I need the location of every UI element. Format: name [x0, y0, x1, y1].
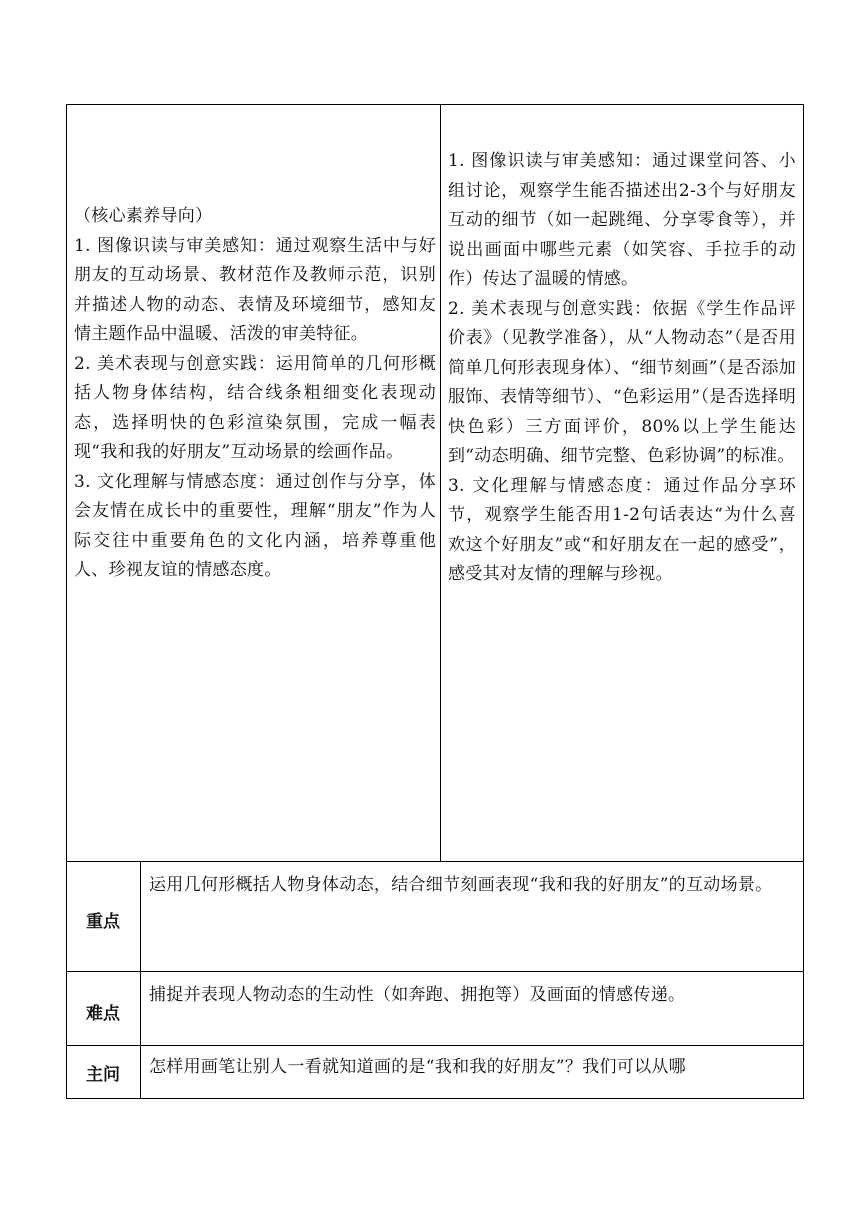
difficulty-label: 难点: [86, 1004, 120, 1024]
table-right-border: [803, 104, 804, 1099]
table-bottom-border: [66, 1098, 804, 1099]
goals-item-3: 3. 文化理解与情感态度：通过创作与分享，体会友情在成长中的重要性，理解“朋友”作为人际交往中重要角色的文化内涵，培养尊重他人、珍视友谊的情感态度。: [74, 471, 436, 580]
main-question-label: 主问: [86, 1065, 120, 1085]
evaluation-item-3: 3. 文化理解与情感态度：通过作品分享环节，观察学生能否用1-2句话表达“为什么喜欢这个好朋友”或“和好朋友在一起的感受”，感受其对友情的理解与珍视。: [448, 475, 796, 584]
difficulty-text: 捕捉并表现人物动态的生动性（如奔跑、拥抱等）及画面的情感传递。: [149, 985, 686, 1005]
goals-divider: [440, 104, 441, 862]
evaluation-item-2: 2. 美术表现与创意实践：依据《学生作品评价表》（见教学准备），从“人物动态”（是否用简单几何形表现身体）、“细节刻画”（是否添加服饰、表情等细节）、“色彩运用”（是否选择明快色彩）三方面评价，80%以上学生能达到“动态明确、细节完整、色彩协调”的标准。: [448, 298, 796, 466]
key-point-text: 运用几何形概括人物身体动态，结合细节刻画表现“我和我的好朋友”的互动场景。: [149, 875, 773, 895]
goals-item-2: 2. 美术表现与创意实践：运用简单的几何形概括人物身体结构，结合线条粗细变化表现动态，选择明快的色彩渲染氛围，完成一幅表现“我和我的好朋友”互动场景的绘画作品。: [74, 353, 436, 462]
goals-cell: [74, 202, 436, 586]
label-column-divider: [140, 861, 141, 1099]
table-top-border: [66, 104, 804, 105]
goals-heading: （核心素养导向）: [74, 206, 213, 226]
goals-bottom-border: [66, 861, 804, 862]
difficulty-bottom-border: [66, 1045, 804, 1046]
key-point-label: 重点: [86, 912, 120, 932]
goals-item-1: 1. 图像识读与审美感知：通过观察生活中与好朋友的互动场景、教材范作及教师示范，识别并描述人物的动态、表情及环境细节，感知友情主题作品中温暖、活泼的审美特征。: [74, 235, 436, 344]
main-question-text: 怎样用画笔让别人一看就知道画的是“我和我的好朋友”？我们可以从哪: [149, 1057, 686, 1077]
key-point-bottom-border: [66, 971, 804, 972]
evaluation-item-1: 1. 图像识读与审美感知：通过课堂问答、小组讨论，观察学生能否描述出2-3个与好朋友互动的细节（如一起跳绳、分享零食等），并说出画面中哪些元素（如笑容、手拉手的动作）传达了温暖的情感。: [448, 151, 796, 289]
table-left-border: [66, 104, 67, 1099]
evaluation-cell: [448, 147, 796, 590]
